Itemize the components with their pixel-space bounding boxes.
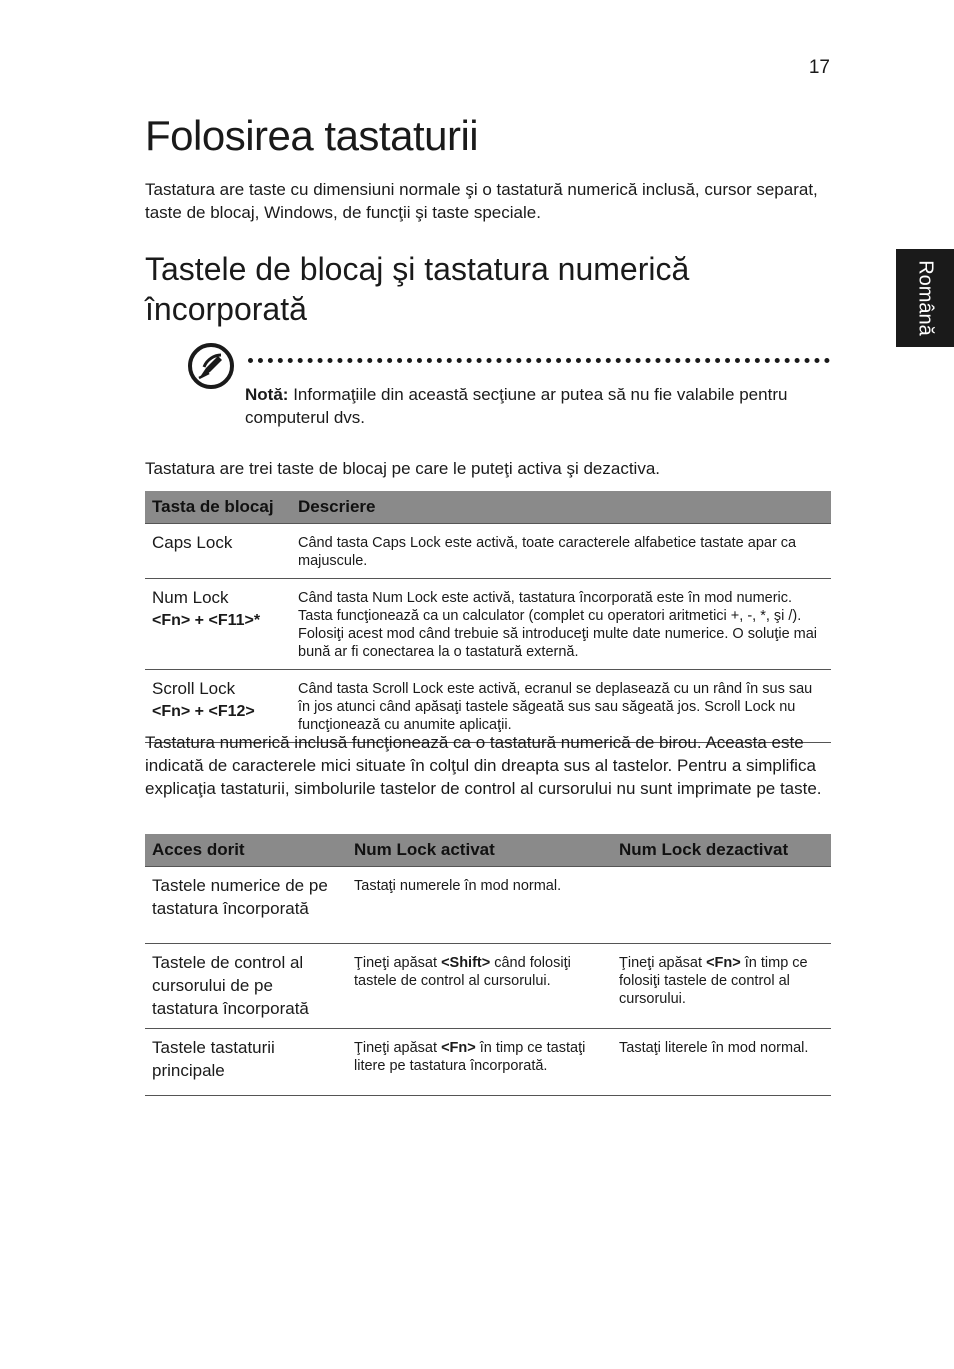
- table-row: [145, 579, 831, 670]
- cell-text: în timp ce folosiţi tastele de control al cursorului.: [619, 955, 808, 1007]
- page-number: 17: [808, 57, 830, 78]
- column-header: Descriere: [291, 491, 831, 524]
- page-title: Folosirea tastaturii: [145, 112, 479, 159]
- lock-key-cell: [145, 524, 291, 579]
- table-row: [145, 1029, 831, 1096]
- key-label: <Fn>: [441, 1040, 476, 1056]
- cell-text: Ţineţi apăsat: [619, 955, 707, 971]
- key-label: <Fn>: [706, 955, 741, 971]
- numlock-off-cell: [612, 867, 831, 944]
- numlock-on-cell: [347, 944, 612, 1029]
- lock-intro: Tastatura are trei taste de blocaj pe care le puteţi activa şi dezactiva.: [145, 459, 660, 478]
- numlock-on-cell: [347, 867, 612, 944]
- column-header: Acces dorit: [145, 834, 347, 867]
- access-cell: Tastele numerice de pe tastatura încorporată: [145, 867, 347, 944]
- language-tab: [896, 249, 954, 347]
- column-header: Num Lock activat: [347, 834, 612, 867]
- cell-text: Ţineţi apăsat: [354, 955, 442, 971]
- lock-key-name: Scroll Lock: [152, 679, 236, 698]
- cell-text: Tastaţi numerele în mod normal.: [354, 878, 562, 894]
- table-header-row: [145, 491, 831, 524]
- column-header: Num Lock dezactivat: [612, 834, 831, 867]
- access-cell: Tastele tastaturii principale: [145, 1029, 347, 1096]
- lock-desc-cell: Când tasta Num Lock este activă, tastatura încorporată este în mod numeric. Tasta funcţionează ca un calculator (complet cu operatori aritmetici +, -, *, şi /). Folosiţi acest mod când trebuie să introduceţi multe date numerice. O soluţie mai bună ar fi conectarea la o tastatură externă.: [291, 579, 831, 670]
- lock-desc-cell: Când tasta Caps Lock este activă, toate caracterele alfabetice tastate apar ca majuscule.: [291, 524, 831, 579]
- cell-text: în timp ce tastaţi litere pe tastatura încorporată.: [354, 1040, 586, 1074]
- access-table: [145, 834, 831, 1096]
- column-header: Tasta de blocaj: [145, 491, 291, 524]
- cell-text: Tastaţi literele în mod normal.: [619, 1040, 809, 1056]
- language-tab-label: Română: [914, 260, 937, 336]
- access-cell: Tastele de control al cursorului de pe tastatura încorporată: [145, 944, 347, 1029]
- lock-keys-table: [145, 491, 831, 743]
- key-label: <Shift>: [441, 955, 491, 971]
- note: [245, 383, 825, 429]
- cell-text: când folosiţi tastele de control al cursorului.: [354, 955, 571, 989]
- numlock-off-cell: [612, 944, 831, 1029]
- note-pen-icon: [187, 342, 235, 390]
- lock-key-name: Num Lock: [152, 588, 229, 607]
- note-label: Notă:: [245, 385, 289, 404]
- note-text: Informaţiile din această secţiune ar putea să nu fie valabile pentru computerul dvs.: [245, 385, 788, 427]
- section-title: Tastele de blocaj şi tastatura numerică încorporată: [145, 251, 690, 327]
- lock-desc-cell: Când tasta Scroll Lock este activă, ecranul se deplasează cu un rând în sus sau în jos atunci când apăsaţi tastele săgeată sus sau săgeată jos. Scroll Lock nu funcţionează cu anumite aplicaţii.: [291, 670, 831, 743]
- table-row: [145, 944, 831, 1029]
- lock-key-name: Caps Lock: [152, 533, 233, 552]
- table-row: [145, 867, 831, 944]
- lock-key-cell: [145, 579, 291, 670]
- numlock-on-cell: [347, 1029, 612, 1096]
- cell-text: Ţineţi apăsat: [354, 1040, 442, 1056]
- table-header-row: [145, 834, 831, 867]
- lock-key-shortcut: <Fn> + <F11>*: [152, 612, 261, 629]
- note-divider: [248, 358, 830, 363]
- numpad-paragraph: Tastatura numerică inclusă funcţionează ca o tastatură numerică de birou. Aceasta este indicată de caracterele mici situate în colţul din dreapta sus al tastelor. Pentru a simplifica explicaţia tastaturii, simbolurile tastelor de control al cursorului nu sunt imprimate pe taste.: [145, 733, 822, 798]
- intro-paragraph: Tastatura are taste cu dimensiuni normale şi o tastatură numerică inclusă, cursor separat, taste de blocaj, Windows, de funcţii şi taste speciale.: [145, 180, 818, 222]
- lock-key-shortcut: <Fn> + <F12>: [152, 703, 255, 720]
- numlock-off-cell: [612, 1029, 831, 1096]
- table-row: [145, 524, 831, 579]
